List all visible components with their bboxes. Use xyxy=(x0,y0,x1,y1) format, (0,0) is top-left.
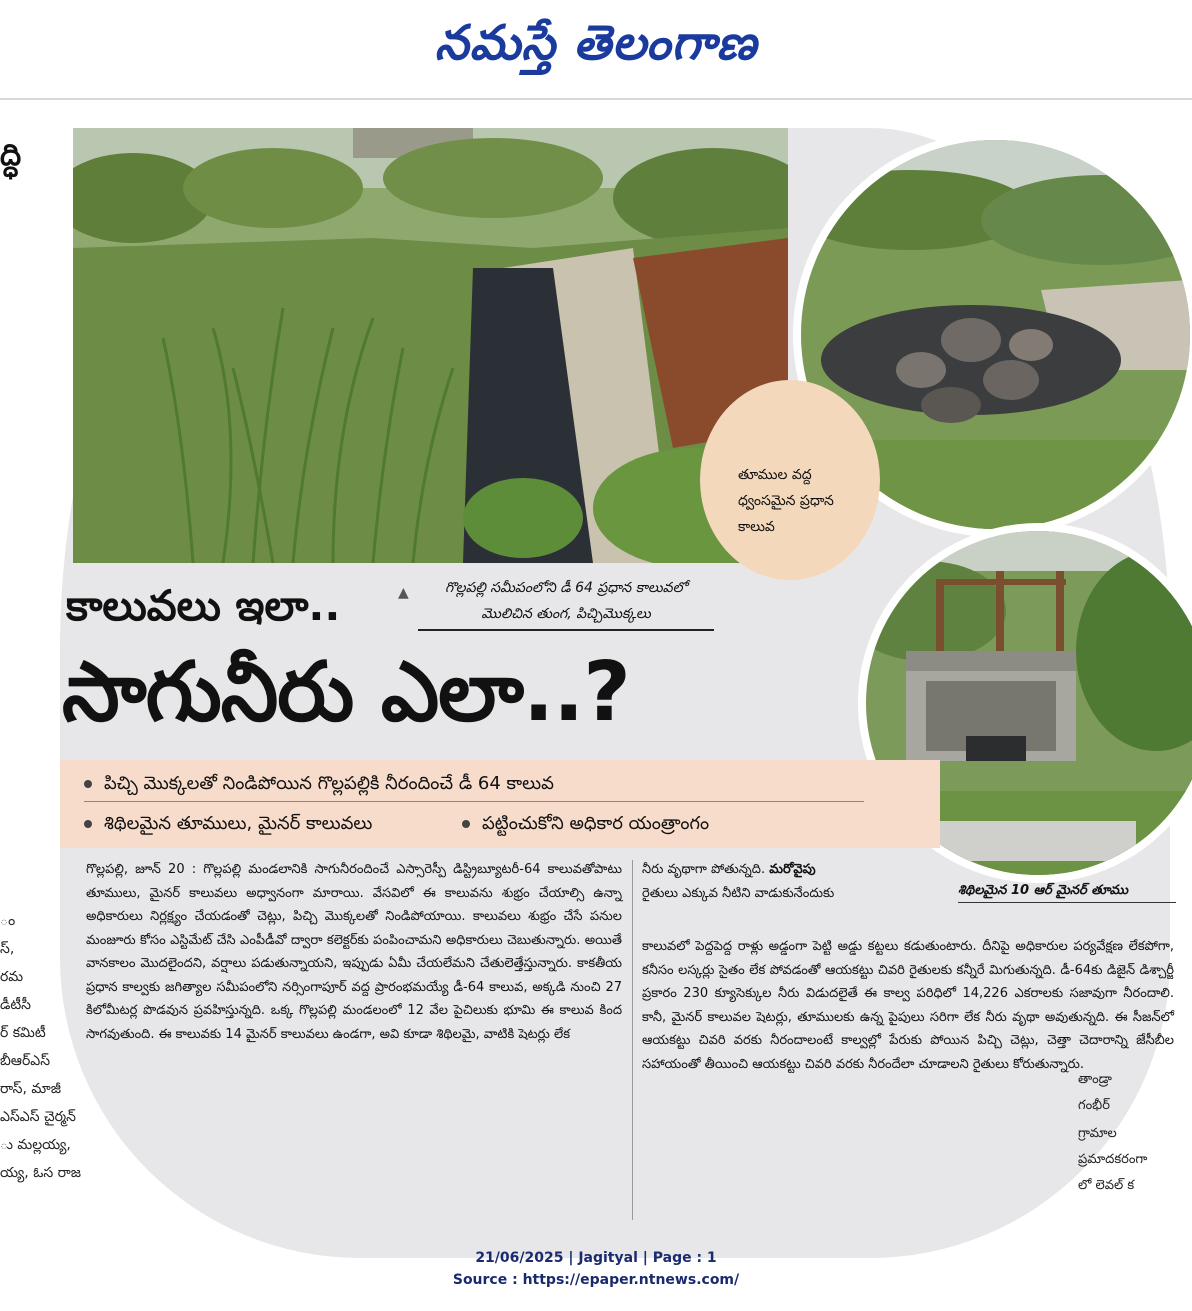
highlights-divider xyxy=(84,801,864,802)
article-column-2 xyxy=(642,935,1174,1076)
article-column-1 xyxy=(86,858,622,1046)
headline-kicker: కాలువలు ఇలా.. xyxy=(66,581,341,630)
article-text: నీరు వృథాగా పోతున్నది. xyxy=(642,862,766,877)
minor-sluice-caption: శిథిలమైన 10 ఆర్ మైనర్ తూము xyxy=(958,880,1176,903)
left-column-fragment: ర్ కమిటీ xyxy=(0,1025,46,1041)
right-column-fragment: ప్రమాదకరంగా xyxy=(1078,1152,1148,1167)
left-column-fragment: రమ xyxy=(0,969,24,985)
left-column-fragment: ఎస్ఎస్ చైర్మన్ xyxy=(0,1109,76,1125)
right-column-fragment: గ్రామాల xyxy=(1078,1126,1117,1141)
article-dateline: గొల్లపల్లి, జూన్ 20 : xyxy=(86,862,197,877)
page-footer-date: 21/06/2025 | Jagityal | Page : 1 xyxy=(475,1250,717,1266)
canal-weeds-caption: గొల్లపల్లి సమీపంలోని డీ 64 ప్రధాన కాలువలో మొలిచిన తుంగ, పిచ్చిమొక్కలు xyxy=(418,575,714,631)
caption-arrow-icon: ▲ xyxy=(398,585,409,601)
left-column-fragment: య్య, ఓస రాజ xyxy=(0,1165,82,1181)
left-column-fragment: ం xyxy=(0,913,16,929)
highlight-item xyxy=(84,808,372,840)
page-footer-source: Source : https://epaper.ntnews.com/ xyxy=(452,1272,740,1288)
highlight-item xyxy=(462,808,709,840)
highlight-item xyxy=(84,768,554,800)
left-column-heading: ద్ధి xyxy=(0,138,22,173)
canal-weeds-photo xyxy=(73,128,788,563)
right-column-fragment: తాండ్రా xyxy=(1078,1072,1112,1087)
right-column-fragment: గంభీర్ xyxy=(1078,1098,1110,1113)
left-column-fragment: బీఆర్ఎస్ xyxy=(0,1053,51,1069)
left-column-fragment: డీటీసీ xyxy=(0,997,31,1013)
newspaper-logo: నమస్తే తెలంగాణ xyxy=(434,15,758,71)
masthead-divider xyxy=(0,98,1192,100)
highlight-text: పిచ్చి మొక్కలతో నిండిపోయిన గొల్లపల్లికి నీరందించే డీ 64 కాలువ xyxy=(104,773,554,794)
column-divider xyxy=(632,860,633,1220)
article-text: రైతులు ఎక్కువ నీటిని వాడుకునేందుకు xyxy=(642,885,835,901)
highlight-text: శిథిలమైన తూములు, మైనర్ కాలువలు xyxy=(104,813,373,834)
left-column-fragment: స్, xyxy=(0,941,15,957)
damaged-canal-caption: తూముల వద్ద ధ్వంసమైన ప్రధాన కాలువ xyxy=(738,467,834,535)
highlight-text: పట్టించుకోని అధికార యంత్రాంగం xyxy=(482,813,710,834)
article-column-2-top xyxy=(642,858,952,905)
left-column-fragment: ు మల్లయ్య, xyxy=(0,1137,71,1153)
right-column-fragment: లో లెవల్ క xyxy=(1078,1178,1135,1193)
bullet-icon xyxy=(84,820,92,828)
article-subhead: మరోవైపు xyxy=(769,862,816,877)
canal-weeds-illustration xyxy=(73,128,788,563)
article-text: గొల్లపల్లి మండలానికి సాగునీరందించే ఎస్సారెస్పీ డిస్ట్రిబ్యూటరీ-64 కాలువతోపాటు తూములు, మైనర్ కాలువలు అధ్వానంగా మారాయి. వేసవిలో ఈ కాలువను శుభ్రం చేయాల్సి ఉన్నా అధికారులు నిర్లక్ష్యం చేయడంతో చెట్లు, పిచ్చి మొక్కలతో నిండిపోయాయి. కాలువలు శుభ్రం చేసే పనుల మంజూరు కోసం ఎస్టిమేట్ చేసి ఎంపీడీవో ద్వారా కలెక్టర్‌కు పంపించామని అధికారులు చెబుతున్నారు. అయితే వానకాలం మొదలైందని, వర్షాలు పడుతున్నాయని, ఇప్పుడు ఏమీ చేయలేమని చేతులెత్తేస్తున్నారు. కాకతీయ ప్రధాన కాల్వకు జగిత్యాల సమీపంలోని నర్సింగాపూర్ వద్ద ప్రారంభమయ్యే డీ-64 కాలువ, అక్కడి నుంచి 27 కిలోమీటర్ల పొడవున ప్రవహిస్తున్నది. ఒక్క గొల్లపల్లి మండలంలో 12 వేల పైచిలుకు భూమి ఈ కాలువ కింద సాగవుతుంది. ఈ కాలువకు 14 మైనర్ కాలువలు ఉండగా, అవి కూడా శిథిలమై, వాటికి షెటర్లు లేక xyxy=(86,862,622,1042)
bullet-icon xyxy=(462,820,470,828)
article-text: కాలువలో పెద్దపెద్ద రాళ్లు అడ్డంగా పెట్టి అడ్డు కట్టలు కడుతుంటారు. దీనిపై అధికారుల పర్యవేక్షణ లేకపోగా, కనీసం లస్కర్లు సైతం లేక పోవడంతో ఆయకట్టు చివరి రైతులకు కన్నీరే మిగుతున్నది. డీ-64కు డిజైన్ డిశ్చార్జీ ప్రకారం 230 క్యూసెక్కుల నీరు విడుదలైతే ఈ కాల్వ పరిధిలో 14,226 ఎకరాలకు సజావుగా నీరందాలి. కానీ, మైనర్ కాలువల షెటర్లు, తూములకు ఉన్న పైపులు సరిగా లేక నీరు వృథా అవుతున్నది. ఈ సీజన్‌లో ఆయకట్టు చివరి వరకు నీరందాలంటే కాల్వల్లో పేరుకు పోయిన పిచ్చి చెట్లు, చెత్తా చెదారాన్ని జేసీబీల సహాయంతో తీయించి ఆయకట్టు చివరి వరకు నీరందేలా చూడాలని రైతులు కోరుతున్నారు. xyxy=(642,939,1174,1072)
bullet-icon xyxy=(84,780,92,788)
left-column-fragment: రాస్, మాజీ xyxy=(0,1081,61,1097)
headline-main: సాగునీరు ఎలా..? xyxy=(62,645,630,740)
